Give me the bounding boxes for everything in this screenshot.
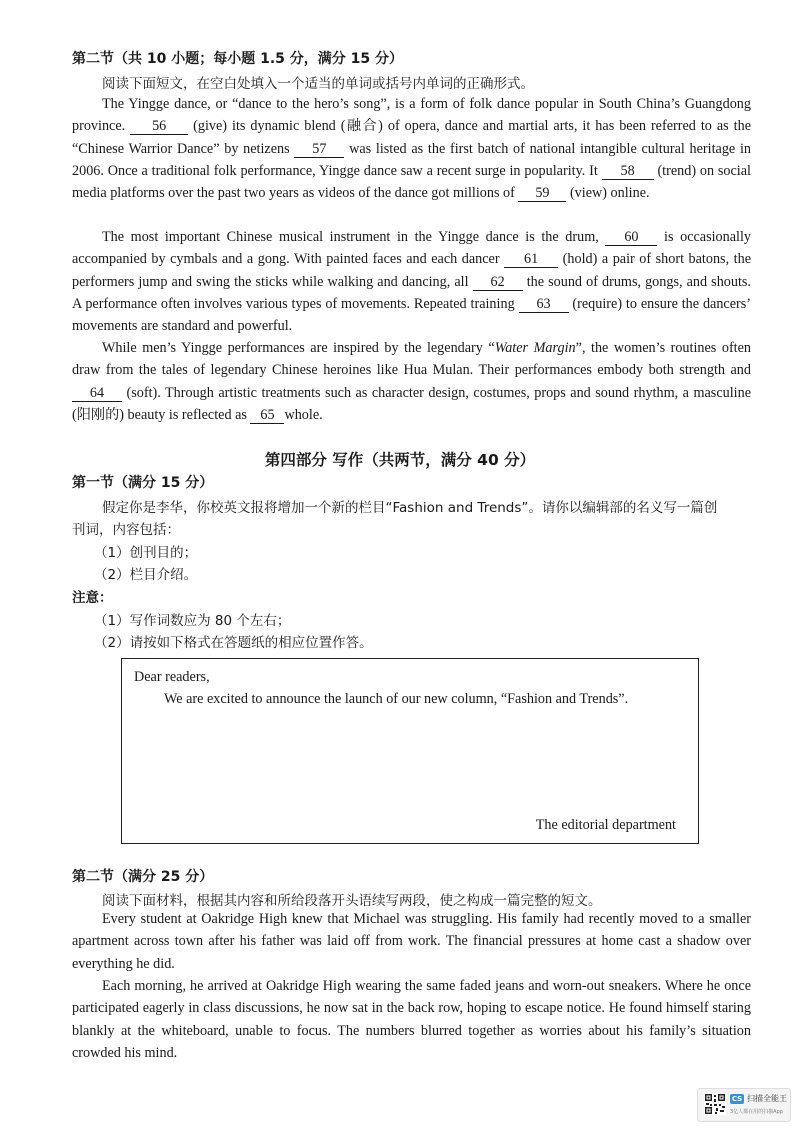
- writing-s1-prompt-line1: 假定你是李华，你校英文报将增加一个新的栏目“Fashion and Trends”。请你以编辑部的名义写一篇创: [102, 500, 718, 516]
- blank-62[interactable]: 62: [473, 274, 523, 291]
- watermark-title: 扫描全能王: [747, 1094, 787, 1103]
- story-paragraph-1: Every student at Oakridge High knew that Michael was struggling. His family had recently moved to a smaller apartment across town after his father was laid off from work. The financial pressures at home cast a shadow over everything he did.: [72, 911, 751, 972]
- part3-instruction: 阅读下面短文，在空白处填入一个适当的单词或括号内单词的正确形式。: [102, 76, 534, 92]
- writing-s1-item1: （1）创刊目的；: [94, 545, 198, 561]
- blank-59[interactable]: 59: [518, 185, 566, 202]
- passage-paragraph-3: While men’s Yingge performances are inspired by the legendary “Water Margin”, the women’s routines often draw from the tales of legendary Chinese heroines like Hua Mulan. Their performances embody both strength and 64 (soft). Through artistic treatments such as character design, costumes, props and sound rhythm, a masculine (阳刚的) beauty is reflected as 65 whole.: [72, 340, 751, 423]
- blank-61[interactable]: 61: [504, 251, 558, 268]
- writing-s2-heading: 第二节（满分 25 分）: [72, 869, 214, 885]
- blank-58[interactable]: 58: [602, 163, 654, 180]
- note-label: 注意：: [72, 590, 113, 606]
- writing-s1-item2: （2）栏目介绍。: [94, 567, 198, 583]
- passage-paragraph-1: The Yingge dance, or “dance to the hero’s song”, is a form of folk dance popular in South China’s Guangdong province. 56 (give) its dynamic blend (融合) of opera, dance and martial arts, it has been referred to as the “Chinese Warrior Dance” by netizens 57 was listed as the first batch of national intangible cultural heritage in 2006. Once a traditional folk performance, Yingge dance saw a recent surge in popularity. It 58 (trend) on social media platforms over the past two years as videos of the dance got millions of 59 (view) online.: [72, 96, 751, 202]
- passage-paragraph-2: The most important Chinese musical instrument in the Yingge dance is the drum, 60 is occasionally accompanied by cymbals and a gong. With painted faces and each dancer 61 (hold) a pair of short batons, the performers jump and swing the sticks while walking and dancing, all 62 the sound of drums, gongs, and shouts. A performance often involves various types of movements. Repeated training 63 (require) to ensure the dancers’ movements are standard and powerful.: [72, 229, 752, 335]
- letter-answer-box[interactable]: [121, 658, 699, 844]
- part3-heading: 第二节（共 10 小题；每小题 1.5 分，满分 15 分）: [72, 51, 404, 67]
- note-1: （1）写作词数应为 80 个左右；: [94, 613, 291, 629]
- part4-title: 第四部分 写作（共两节，满分 40 分）: [264, 451, 536, 469]
- blank-64[interactable]: 64: [72, 385, 122, 402]
- blank-56[interactable]: 56: [130, 118, 188, 135]
- writing-s1-heading: 第一节（满分 15 分）: [72, 475, 214, 491]
- blank-60[interactable]: 60: [605, 229, 657, 246]
- story-paragraph-2: Each morning, he arrived at Oakridge High wearing the same faded jeans and worn-out sneakers. Where he once participated eagerly in class discussions, he now sat in the back row, hoping to escape notice. He found himself staring blankly at the whiteboard, unable to focus. The numbers blurred together as worries about his family’s situation crowded his mind.: [72, 978, 751, 1061]
- scanner-watermark: [697, 1088, 791, 1122]
- work-title: Water Margin: [494, 340, 576, 356]
- blank-57[interactable]: 57: [294, 141, 344, 158]
- letter-signature: The editorial department: [535, 817, 676, 833]
- letter-opening: We are excited to announce the launch of our new column, “Fashion and Trends”.: [164, 691, 629, 707]
- blank-63[interactable]: 63: [519, 296, 569, 313]
- writing-s2-instruction: 阅读下面材料，根据其内容和所给段落开头语续写两段，使之构成一篇完整的短文。: [102, 893, 602, 909]
- writing-s1-prompt-line2: 刊词，内容包括：: [72, 522, 180, 538]
- watermark-subtitle: 3亿人都在用的扫描App: [730, 1109, 783, 1115]
- qr-code-icon: [704, 1093, 726, 1115]
- note-2: （2）请按如下格式在答题纸的相应位置作答。: [94, 635, 373, 651]
- blank-65[interactable]: 65: [250, 407, 284, 424]
- camscanner-logo-icon: CS: [731, 1095, 743, 1103]
- letter-greeting: Dear readers,: [134, 669, 210, 685]
